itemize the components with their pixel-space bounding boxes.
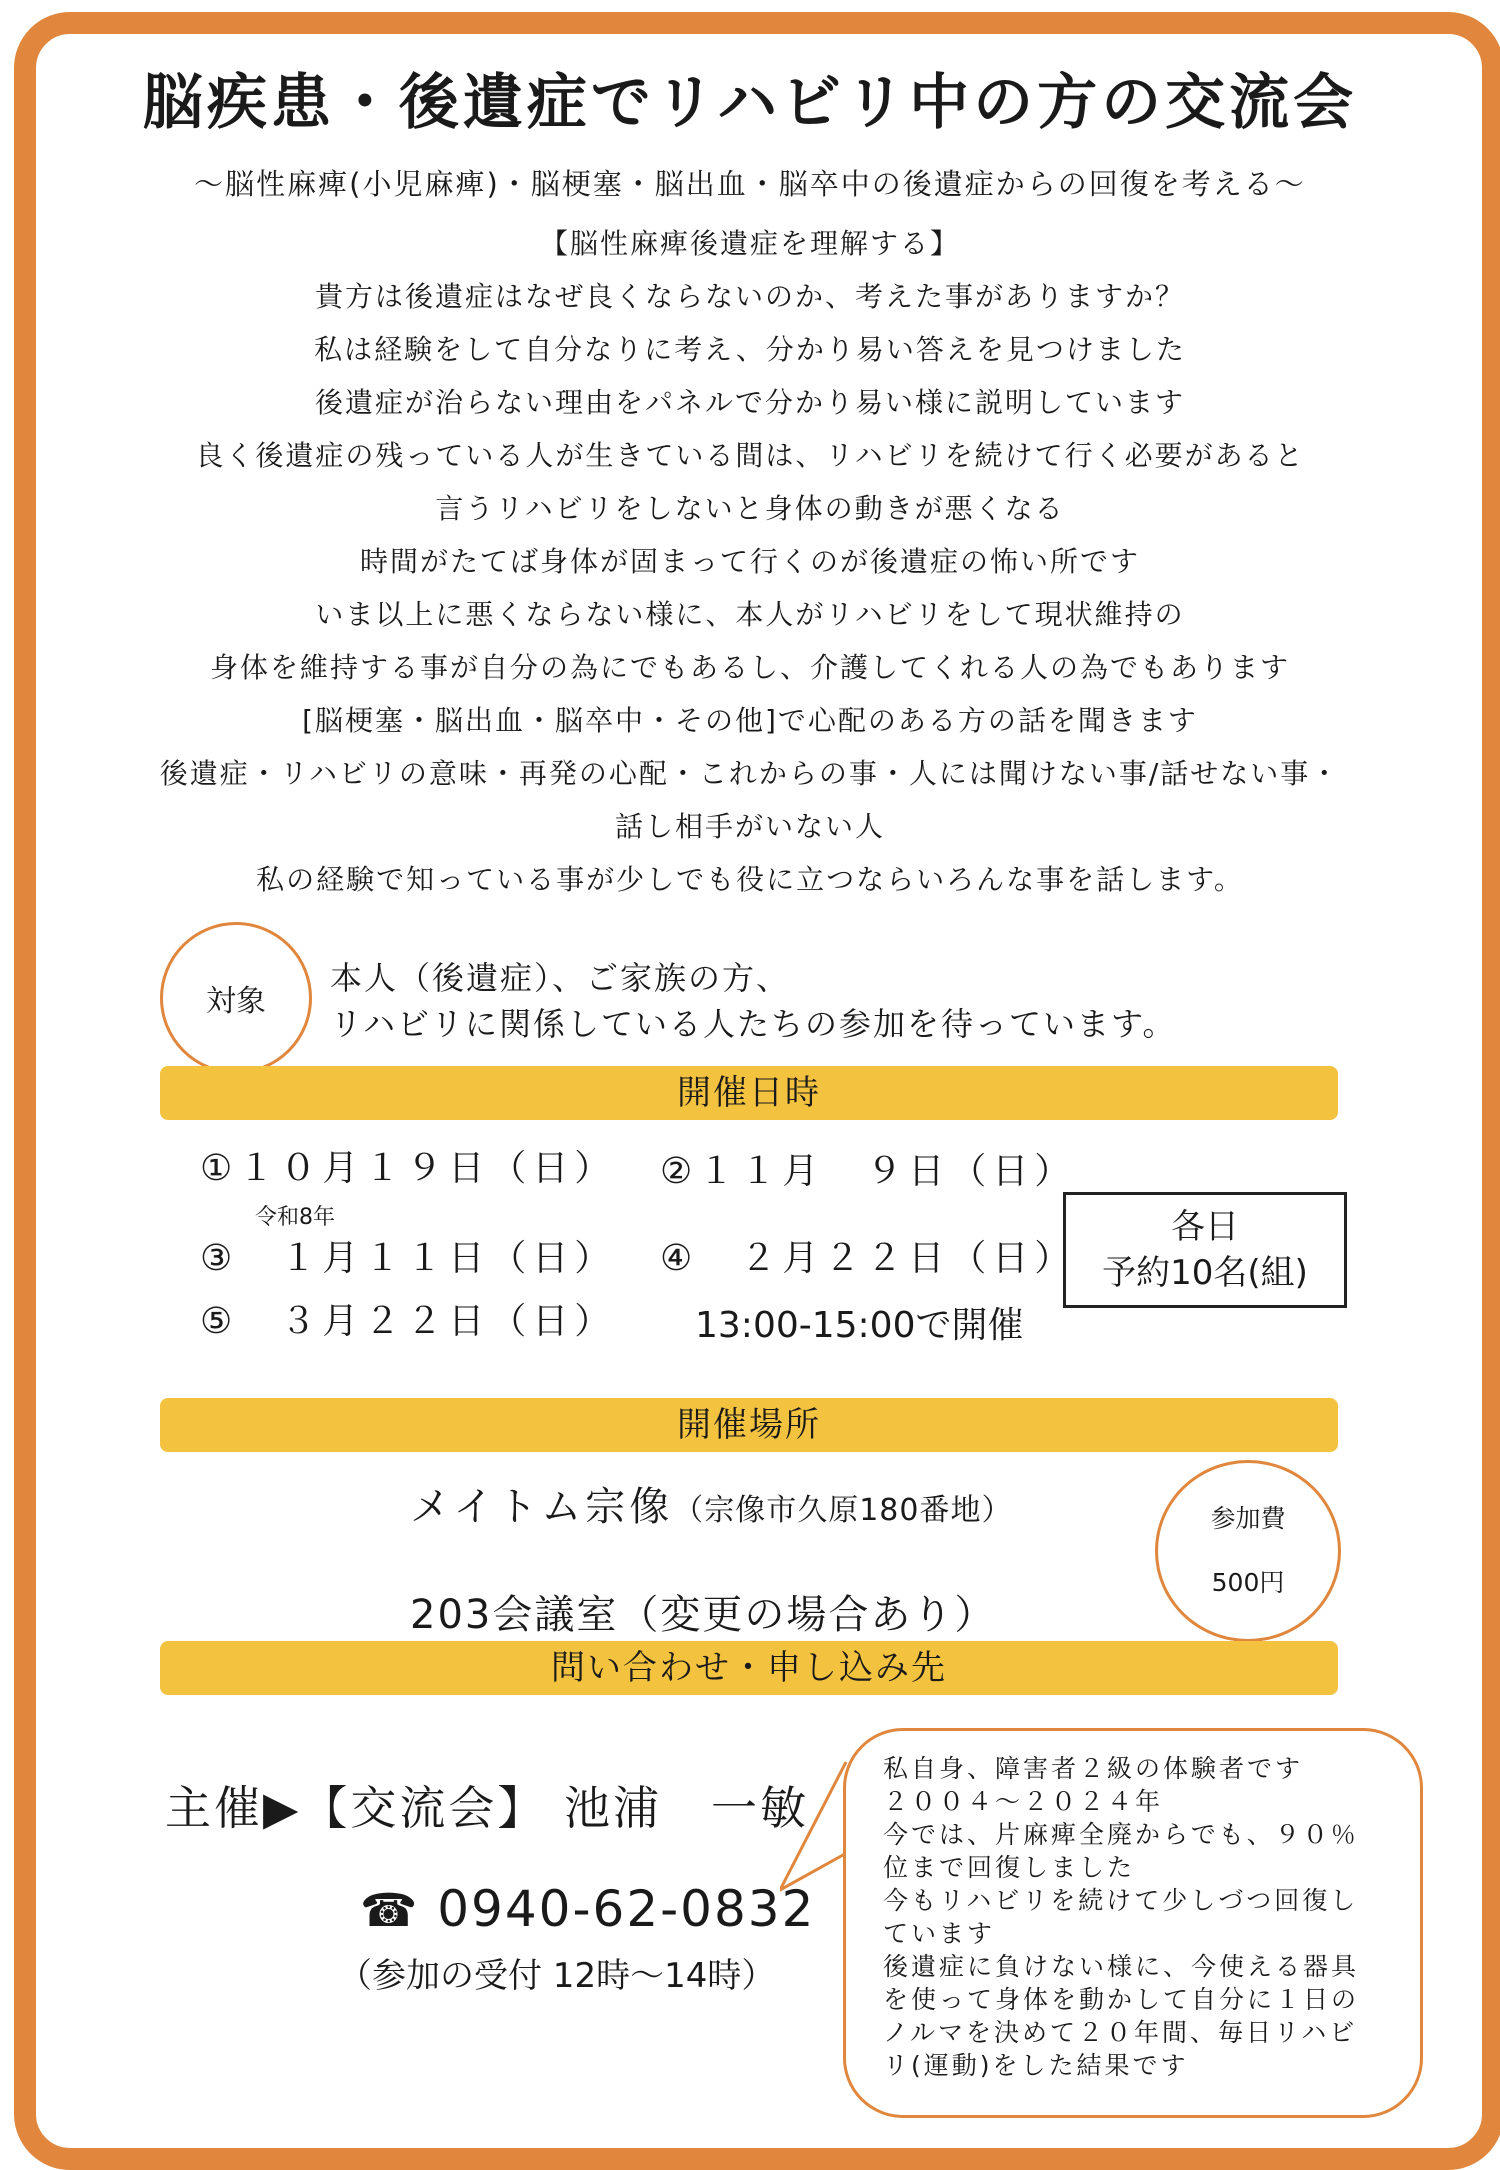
body-line: 時間がたてば身体が固まって行くのが後遺症の怖い所です <box>359 545 1140 578</box>
body-line: [脳梗塞・脳出血・脳卒中・その他]で心配のある方の話を聞きます <box>302 704 1198 737</box>
bubble-line: 今もリハビリを続けて少しづつ回復し <box>883 1886 1359 1915</box>
schedule-heading-bar: 開催日時 <box>160 1066 1338 1120</box>
fee-label: 参加費 <box>1210 1504 1286 1533</box>
section-heading: 【脳性麻痺後遺症を理解する】 <box>539 227 960 260</box>
target-line: リハビリに関係している人たちの参加を待っています。 <box>330 1005 1177 1043</box>
fee-value: 500円 <box>1211 1568 1285 1597</box>
date-3: ③ １月１１日（日） <box>200 1238 617 1279</box>
body-line: 話し相手がいない人 <box>614 810 885 843</box>
organizer: 主催▶【交流会】 池浦 一敏 <box>165 1781 809 1835</box>
bubble-line: 後遺症に負けない様に、今使える器具 <box>883 1952 1360 1981</box>
body-line: 良く後遺症の残っている人が生きている間は、リハビリを続けて行く必要があると <box>195 439 1305 472</box>
bubble-line: 位まで回復しました <box>883 1853 1136 1882</box>
venue-heading-bar: 開催場所 <box>160 1398 1338 1452</box>
page-title: 脳疾患・後遺症でリハビリ中の方の交流会 <box>142 68 1358 138</box>
body-line: 私は経験をして自分なりに考え、分かり易い答えを見つけました <box>314 333 1186 366</box>
venue-name: メイトム宗像 <box>410 1484 674 1530</box>
phone-icon: ☎ <box>360 1883 420 1937</box>
quota-box <box>1063 1192 1347 1308</box>
body-line: 後遺症が治らない理由をパネルで分かり易い様に説明しています <box>314 386 1185 419</box>
bubble-line: 今では、片麻痺全廃からでも、９０％ <box>883 1820 1359 1849</box>
date-1: ①１０月１９日（日） <box>200 1148 617 1189</box>
date-5: ⑤ ３月２２日（日） <box>200 1301 617 1342</box>
bubble-line: を使って身体を動かして自分に１日の <box>883 1985 1360 2014</box>
quota-line: 各日 <box>1171 1207 1239 1247</box>
bubble-text <box>883 1752 1383 2082</box>
event-time: 13:00-15:00で開催 <box>695 1305 1024 1346</box>
body-line: 貴方は後遺症はなぜ良くならないのか、考えた事がありますか？ <box>314 280 1185 313</box>
bubble-line: ノルマを決めて２０年間、毎日リハビ <box>883 2018 1358 2047</box>
venue-room: 203会議室（変更の場合あり） <box>410 1592 997 1638</box>
body-text <box>100 270 1400 906</box>
body-line: 私の経験で知っている事が少しでも役に立つならいろんな事を話します。 <box>256 863 1244 896</box>
date-2: ②１１月 ９日（日） <box>660 1151 1077 1192</box>
phone-number: 0940-62-0832 <box>437 1880 816 1938</box>
bubble-line: ています <box>883 1919 996 1948</box>
target-line: 本人（後遺症）、ご家族の方、 <box>330 959 791 997</box>
body-line: いま以上に悪くならない様に、本人がリハビリをして現状維持の <box>315 598 1185 631</box>
bubble-line: 私自身、障害者２級の体験者です <box>883 1754 1304 1783</box>
target-circle <box>160 922 312 1074</box>
body-line: 言うリハビリをしないと身体の動きが悪くなる <box>435 492 1065 525</box>
venue-address: （宗像市久原180番地） <box>673 1493 1013 1528</box>
reception-hours: （参加の受付 12時〜14時） <box>338 1956 776 1996</box>
contact-heading-bar: 問い合わせ・申し込み先 <box>160 1641 1338 1695</box>
bubble-line: リ(運動)をした結果です <box>883 2051 1189 2080</box>
fee-circle <box>1155 1460 1341 1642</box>
target-label: 対象 <box>206 984 266 1019</box>
phone-line <box>360 1880 815 1938</box>
target-text <box>330 955 1176 1047</box>
body-line: 身体を維持する事が自分の為にでもあるし、介護してくれる人の為でもあります <box>209 651 1290 684</box>
venue-line <box>410 1475 1012 1532</box>
bubble-line: ２００４〜２０２４年 <box>883 1787 1164 1816</box>
reiwa-note: 令和8年 <box>255 1205 335 1230</box>
quota-line: 予約10名(組) <box>1102 1253 1308 1293</box>
date-4: ④ ２月２２日（日） <box>660 1238 1077 1279</box>
subtitle: 〜脳性麻痺(小児麻痺)・脳梗塞・脳出血・脳卒中の後遺症からの回復を考える〜 <box>194 167 1306 201</box>
body-line: 後遺症・リハビリの意味・再発の心配・これからの事・人には聞けない事/話せない事・ <box>159 757 1341 790</box>
